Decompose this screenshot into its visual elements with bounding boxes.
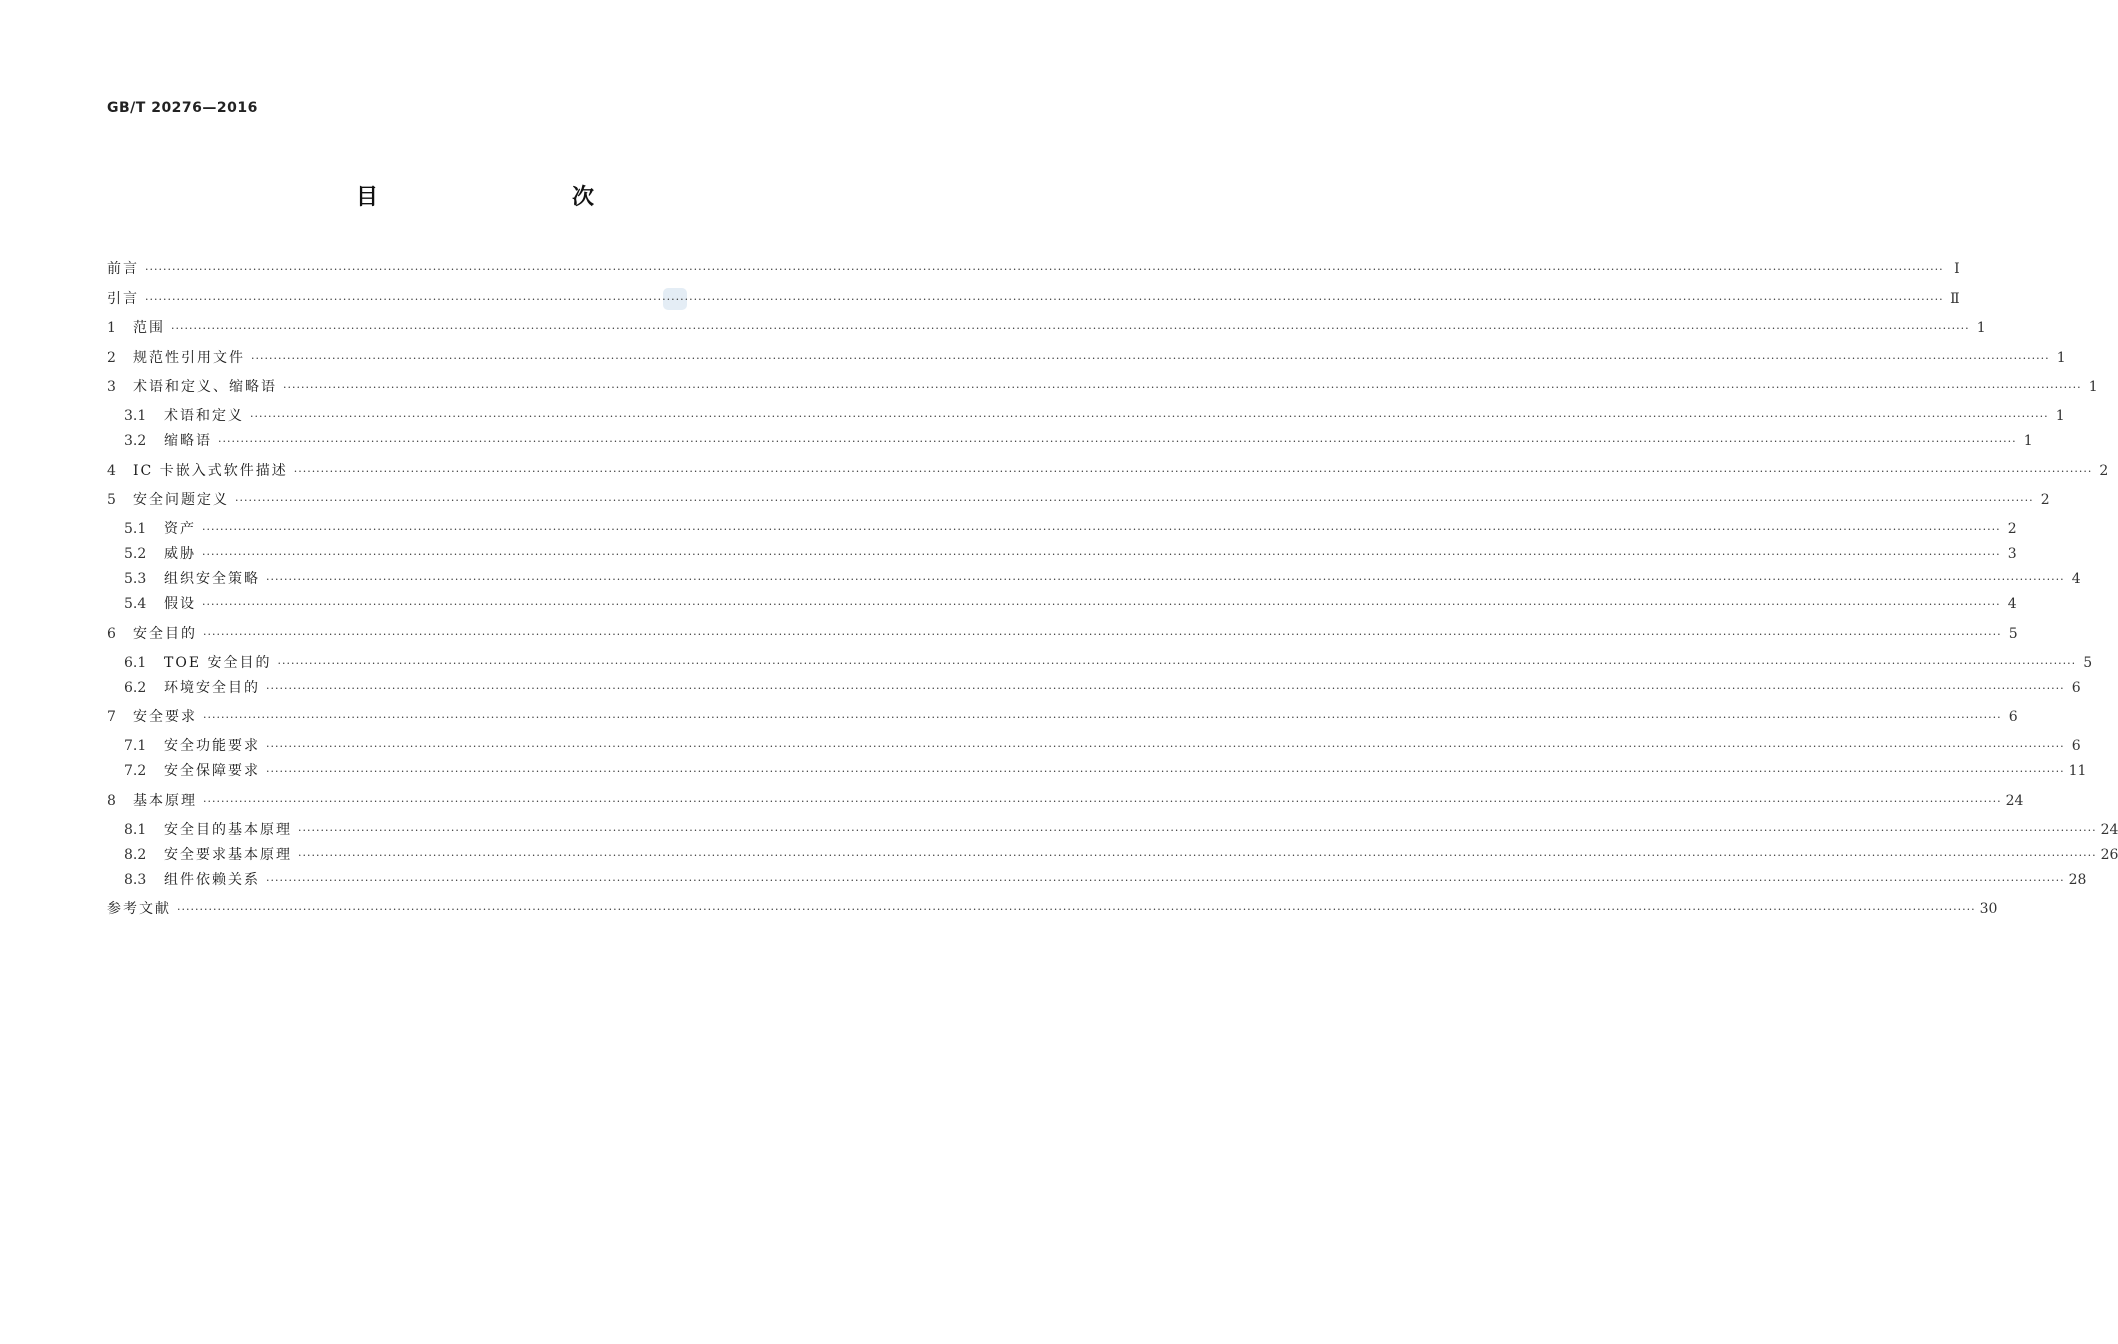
toc-entry[interactable] [107, 790, 2024, 812]
toc-leader-dots: ················································································································································································································································································································································································································ [202, 548, 2001, 561]
toc-entry-page: 1 [2023, 433, 2033, 449]
toc-leader-dots: ················································································································································································································································································································································································································ [266, 874, 2065, 887]
toc-entry[interactable] [107, 869, 2087, 891]
toc-entry[interactable] [107, 706, 2018, 728]
toc-leader-dots: ················································································································································································································································································································································································································ [202, 598, 2001, 611]
toc-entry-number: 2 [107, 350, 116, 366]
toc-leader-dots: ················································································································································································································································································································································································································ [203, 795, 2002, 808]
toc-entry-title: 安全保障要求 [164, 763, 260, 779]
toc-entry-title: 前言 [107, 261, 139, 277]
toc-entry-page: 5 [2008, 626, 2018, 642]
toc-entry[interactable] [107, 844, 2118, 866]
toc-entry-page: 6 [2071, 738, 2081, 754]
toc-entry-title: TOE 安全目的 [164, 655, 272, 671]
toc-leader-dots: ················································································································································································································································································································································································································ [177, 903, 1976, 916]
toc-entry-number: 3 [107, 379, 116, 395]
toc-entry-page: 26 [2100, 847, 2118, 863]
toc-entry[interactable] [107, 460, 2109, 482]
toc-entry[interactable] [107, 543, 2017, 565]
toc-leader-dots: ················································································································································································································································································································································································································ [277, 657, 2077, 670]
toc-leader-dots: ················································································································································································································································································································································································································ [293, 465, 2093, 478]
toc-entry-number: 6.2 [124, 680, 147, 696]
toc-leader-dots: ················································································································································································································································································································································································································ [202, 523, 2001, 536]
toc-entry-title: 资产 [164, 521, 196, 537]
toc-entry-title: 引言 [107, 291, 139, 307]
toc-entry-number: 7 [107, 709, 116, 725]
toc-entry[interactable] [107, 677, 2081, 699]
toc-entry-page: 2 [2007, 521, 2017, 537]
toc-entry[interactable] [107, 405, 2065, 427]
toc-leader-dots: ················································································································································································································································································································································································································ [298, 824, 2097, 837]
toc-entry-page: 11 [2068, 763, 2087, 779]
toc-entry[interactable] [107, 288, 1960, 310]
toc-entry-page: 4 [2007, 596, 2017, 612]
toc-entry-title: 安全问题定义 [133, 492, 229, 508]
toc-entry-page: 2 [2099, 463, 2109, 479]
toc-leader-dots: ················································································································································································································································································································································································································ [266, 765, 2065, 778]
toc-leader-dots: ················································································································································································································································································································································································································ [218, 435, 2017, 448]
toc-entry-number: 7.1 [124, 738, 147, 754]
toc-entry-page: 1 [2055, 408, 2065, 424]
toc-entry[interactable] [107, 819, 2118, 841]
toc-leader-dots: ················································································································································································································································································································································································································ [171, 322, 1970, 335]
toc-entry-title: 组织安全策略 [164, 571, 260, 587]
toc-entry-number: 3.1 [124, 408, 147, 424]
toc-leader-dots: ················································································································································································································································································································································································································ [145, 293, 1944, 306]
toc-leader-dots: ················································································································································································································································································································································································································ [235, 494, 2034, 507]
toc-entry[interactable] [107, 376, 2098, 398]
toc-entry-number: 5.3 [124, 571, 147, 587]
toc-entry-number: 1 [107, 320, 116, 336]
toc-leader-dots: ················································································································································································································································································································································································································ [266, 573, 2065, 586]
toc-entry-number: 8.3 [124, 872, 147, 888]
toc-entry-title: IC 卡嵌入式软件描述 [133, 463, 288, 479]
toc-entry-title: 术语和定义、缩略语 [133, 379, 277, 395]
toc-leader-dots: ················································································································································································································································································································································································································ [266, 740, 2065, 753]
toc-entry-title: 环境安全目的 [164, 680, 260, 696]
toc-entry-title: 规范性引用文件 [133, 350, 245, 366]
toc-entry-title: 安全目的 [133, 626, 197, 642]
toc-entry-page: 1 [2088, 379, 2098, 395]
toc-entry[interactable] [107, 623, 2018, 645]
toc-entry-page: 24 [2100, 822, 2118, 838]
toc-entry-page: 2 [2040, 492, 2050, 508]
toc-entry[interactable] [107, 430, 2033, 452]
toc-entry[interactable] [107, 735, 2081, 757]
toc-entry-page: 1 [2056, 350, 2066, 366]
toc-entry-page: 3 [2007, 546, 2017, 562]
toc-entry-title: 范围 [133, 320, 165, 336]
toc-entry-number: 5.4 [124, 596, 147, 612]
toc-leader-dots: ················································································································································································································································································································································································································ [266, 682, 2065, 695]
toc-entry-page: 24 [2005, 793, 2024, 809]
toc-entry-page: 1 [1976, 320, 1986, 336]
toc-entry-number: 3.2 [124, 433, 147, 449]
toc-entry-page: 28 [2068, 872, 2087, 888]
toc-entry-number: 8.2 [124, 847, 147, 863]
toc-entry-number: 8 [107, 793, 116, 809]
toc-entry[interactable] [107, 518, 2017, 540]
toc-entry-number: 5.2 [124, 546, 147, 562]
toc-entry-title: 安全要求 [133, 709, 197, 725]
toc-leader-dots: ················································································································································································································································································································································································································ [298, 849, 2097, 862]
toc-entry-page: 6 [2008, 709, 2018, 725]
toc-entry-title: 组件依赖关系 [164, 872, 260, 888]
toc-entry[interactable] [107, 317, 1986, 339]
toc-entry-title: 安全功能要求 [164, 738, 260, 754]
toc-leader-dots: ················································································································································································································································································································································································································ [250, 410, 2049, 423]
toc-entry-page: 4 [2071, 571, 2081, 587]
toc-entry-number: 5 [107, 492, 116, 508]
toc-entry-page: Ⅱ [1950, 291, 1960, 307]
toc-entry[interactable] [107, 347, 2066, 369]
toc-leader-dots: ················································································································································································································································································································································································································ [283, 381, 2082, 394]
toc-entry[interactable] [107, 760, 2087, 782]
toc-entry-page: 5 [2083, 655, 2093, 671]
toc-entry-title: 安全要求基本原理 [164, 847, 292, 863]
toc-entry-page: 6 [2071, 680, 2081, 696]
toc-entry-title: 安全目的基本原理 [164, 822, 292, 838]
toc-entry-number: 8.1 [124, 822, 147, 838]
toc-entry[interactable] [107, 652, 2093, 674]
toc-entry-title: 参考文献 [107, 901, 171, 917]
toc-leader-dots: ················································································································································································································································································································································································································ [251, 352, 2050, 365]
toc-entry[interactable] [107, 568, 2081, 590]
toc-entry-number: 4 [107, 463, 116, 479]
page-title: 目 次 [355, 185, 644, 210]
toc-entry-title: 术语和定义 [164, 408, 244, 424]
toc-entry-title: 缩略语 [164, 433, 212, 449]
toc-entry[interactable] [107, 489, 2050, 511]
toc-leader-dots: ················································································································································································································································································································································································································ [145, 263, 1944, 276]
toc-leader-dots: ················································································································································································································································································································································································································ [203, 711, 2002, 724]
standard-number: GB/T 20276—2016 [107, 100, 258, 116]
toc-leader-dots: ················································································································································································································································································································································································································ [203, 628, 2002, 641]
toc-entry[interactable] [107, 593, 2017, 615]
toc-entry-title: 威胁 [164, 546, 196, 562]
toc-entry-page: 30 [1979, 901, 1998, 917]
toc-entry-number: 6 [107, 626, 116, 642]
toc-entry-title: 假设 [164, 596, 196, 612]
toc-entry-number: 5.1 [124, 521, 147, 537]
toc-entry-page: Ⅰ [1954, 261, 1960, 277]
toc-entry-number: 7.2 [124, 763, 147, 779]
toc-entry[interactable] [107, 898, 1998, 920]
toc-entry[interactable] [107, 258, 1960, 280]
toc-entry-number: 6.1 [124, 655, 147, 671]
toc-entry-title: 基本原理 [133, 793, 197, 809]
